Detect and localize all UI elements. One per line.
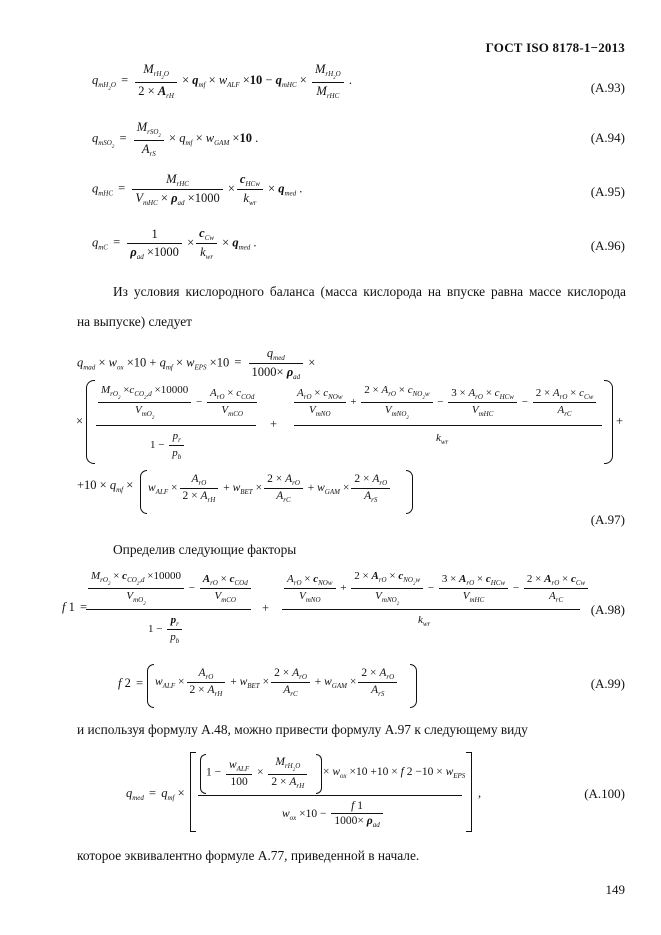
formula-a100-numerator-tail: × $w_{ox} \times 10 +10 \times f$ $2 -10 \times w_{EPS}$	[323, 766, 466, 780]
bracket-right-a97	[604, 380, 613, 464]
formula-a97-line3: $+10 \times q_{mf}$ ×	[77, 478, 134, 494]
plus-sign-a97-middle: +	[270, 417, 278, 431]
bracket-left-a97	[86, 380, 95, 464]
formula-a97-line3-inner: $w_{ALF}$ × $\frac{A_{rO}}{2 \times A_{rH}}$ + $w_{BET}$ × $\frac{2 \times A_{rO}}{A_{rC}}$ + $w_{GAM}$ × $\frac{2 \times A_{rO}}{A_{rS}}$	[148, 473, 392, 504]
page-number: 149	[605, 882, 625, 897]
formula-a98-denominator-right: $k_{wr}$	[418, 614, 431, 628]
equation-number-a97: (A.97)	[590, 512, 625, 527]
paren-right-a100	[316, 754, 322, 794]
equation-number-a96: (A.96)	[590, 238, 625, 253]
equation-number-a98: (A.98)	[590, 602, 625, 617]
formula-a100-denominator: $w_{ox} \times 10$ − $\frac{f 1}{1000\times \rho_{ad}}$	[282, 800, 385, 829]
equation-number-a99: (A.99)	[590, 676, 625, 691]
formula-a97-numerator-right: $\frac{A_{rO} \times c_{NOw}}{V_{mNO}}$ + $\frac{2 \times A_{rO} \times c_{NO_2w}}{V_{mNO_2}}$ − $\frac{3 \times A_{rO} \times c_{HCw}}{V_{mHC}}$ − $\frac{2 \times A_{rO} \times c_{Cw}}{A_{rC}}$	[292, 384, 598, 421]
square-bracket-left-a100	[190, 752, 196, 832]
formula-a99-inner: $w_{ALF}$ × $\frac{A_{rO}}{2 \times A_{rH}}$ + $w_{BET}$ × $\frac{2 \times A_{rO}}{A_{rC}}$ + $w_{GAM}$ × $\frac{2 \times A_{rO}}{A_{rS}}$	[155, 667, 399, 698]
plus-sign-a98: +	[262, 601, 270, 615]
fraction-bar-a100	[198, 795, 462, 796]
formula-a95: $q_{mHC}$ = $\frac{M_{rHC}}{V_{mHC} \times \rho_{ad} \times 1000}$ × $\frac{c_{HCw}}{k_{wr}}$ × $q_{med}$ .	[92, 172, 303, 207]
formula-a98-lhs: f 1 =	[62, 600, 88, 614]
paren-left-a97	[140, 470, 147, 514]
paragraph-equivalent: которое эквивалентно формуле А.77, приведенной в начале.	[77, 848, 420, 863]
formula-a97-denominator-right: $k_{wr}$	[436, 432, 449, 446]
plus-sign-a97: +	[616, 414, 624, 428]
formula-a100-numerator-inner: 1 − $\frac{w_{ALF}}{100}$ × $\frac{M_{rH_2O}}{2 \times A_{rH}}$	[206, 756, 309, 790]
equation-number-a93: (A.93)	[590, 80, 625, 95]
paren-left-a99	[147, 664, 154, 708]
paragraph-using-formula: и используя формулу А.48, можно привести формулу А.97 к следующему виду	[77, 722, 528, 737]
formula-a99-lhs: f 2 =	[118, 676, 144, 690]
fraction-bar-a97-left	[96, 425, 256, 426]
comma-a100: ,	[478, 786, 482, 800]
formula-a100-lhs: $q_{med} = q_{mf}$ ×	[126, 786, 185, 802]
paragraph-oxygen-balance-line2: на выпуске) следует	[77, 314, 193, 329]
formula-a97-denominator-left: 1 − $\frac{p_r}{p_b}$	[150, 430, 186, 461]
document-header: ГОСТ ISO 8178-1−2013	[485, 40, 625, 55]
formula-a94: $q_{mSO_2}$ = $\frac{M_{rSO_2}}{A_{rS}}$ × $q_{mf} \times w_{GAM} \times 10$ .	[92, 120, 259, 158]
paragraph-define-factors: Определив следующие факторы	[113, 542, 297, 557]
equation-number-a100: (A.100)	[584, 786, 625, 801]
fraction-bar-a98-main	[86, 609, 251, 610]
fraction-bar-a97-right	[294, 425, 602, 426]
square-bracket-right-a100	[466, 752, 472, 832]
equation-number-a94: (A.94)	[590, 130, 625, 145]
times-sign-a97: ×	[76, 414, 84, 428]
formula-a97-numerator-left: $\frac{M_{rO_2} \times c_{CO_2,d} \times 10000}{V_{mO_2}}$ − $\frac{A_{rO} \times c_{COd}}{V_{mCO}}$	[96, 384, 259, 421]
equation-number-a95: (A.95)	[590, 184, 625, 199]
formula-a98-numerator-right: $\frac{A_{rO} \times c_{NOw}}{V_{mNO}}$ + $\frac{2 \times A_{rO} \times c_{NO_2w}}{V_{mNO_2}}$ − $\frac{3 \times A_{rO} \times c_{HCw}}{V_{mHC}}$ − $\frac{2 \times A_{rO} \times c_{Cw}}{A_{rC}}$	[282, 570, 590, 607]
formula-a97-line1: $q_{mad} \times w_{ox} \times 10 + q_{mf} \times w_{EPS} \times 10$ = $\frac{q_{med}}{1000\times \rho_{ad}}$ ×	[77, 346, 316, 381]
formula-a93: $q_{mH_2O}$ = $\frac{M_{rH_2O}}{2 \times A_{rH}}$ × $q_{mf} \times w_{ALF} \times 10 - q_{mHC}$ × $\frac{M_{rH_2O}}{M_{rHC}}$ .	[92, 62, 352, 100]
formula-a98-denominator-left: 1 − $\frac{p_r}{p_b}$	[148, 614, 184, 645]
paren-right-a97	[406, 470, 413, 514]
formula-a98-numerator-left: $\frac{M_{rO_2} \times c_{CO_2,d} \times 10000}{V_{mO_2}}$ − $\frac{A_{rO} \times c_{COd}}{V_{mCO}}$	[86, 570, 253, 607]
paren-right-a99	[410, 664, 417, 708]
paragraph-oxygen-balance-line1: Из условия кислородного баланса (масса кислорода на впуске равна массе кислорода	[113, 284, 626, 299]
formula-a96: $q_{mC}$ = $\frac{1}{\rho_{ad} \times 1000}$ × $\frac{c_{Cw}}{k_{wr}}$ × $q_{med}$ .	[92, 226, 257, 261]
fraction-bar-a98-right	[282, 609, 580, 610]
